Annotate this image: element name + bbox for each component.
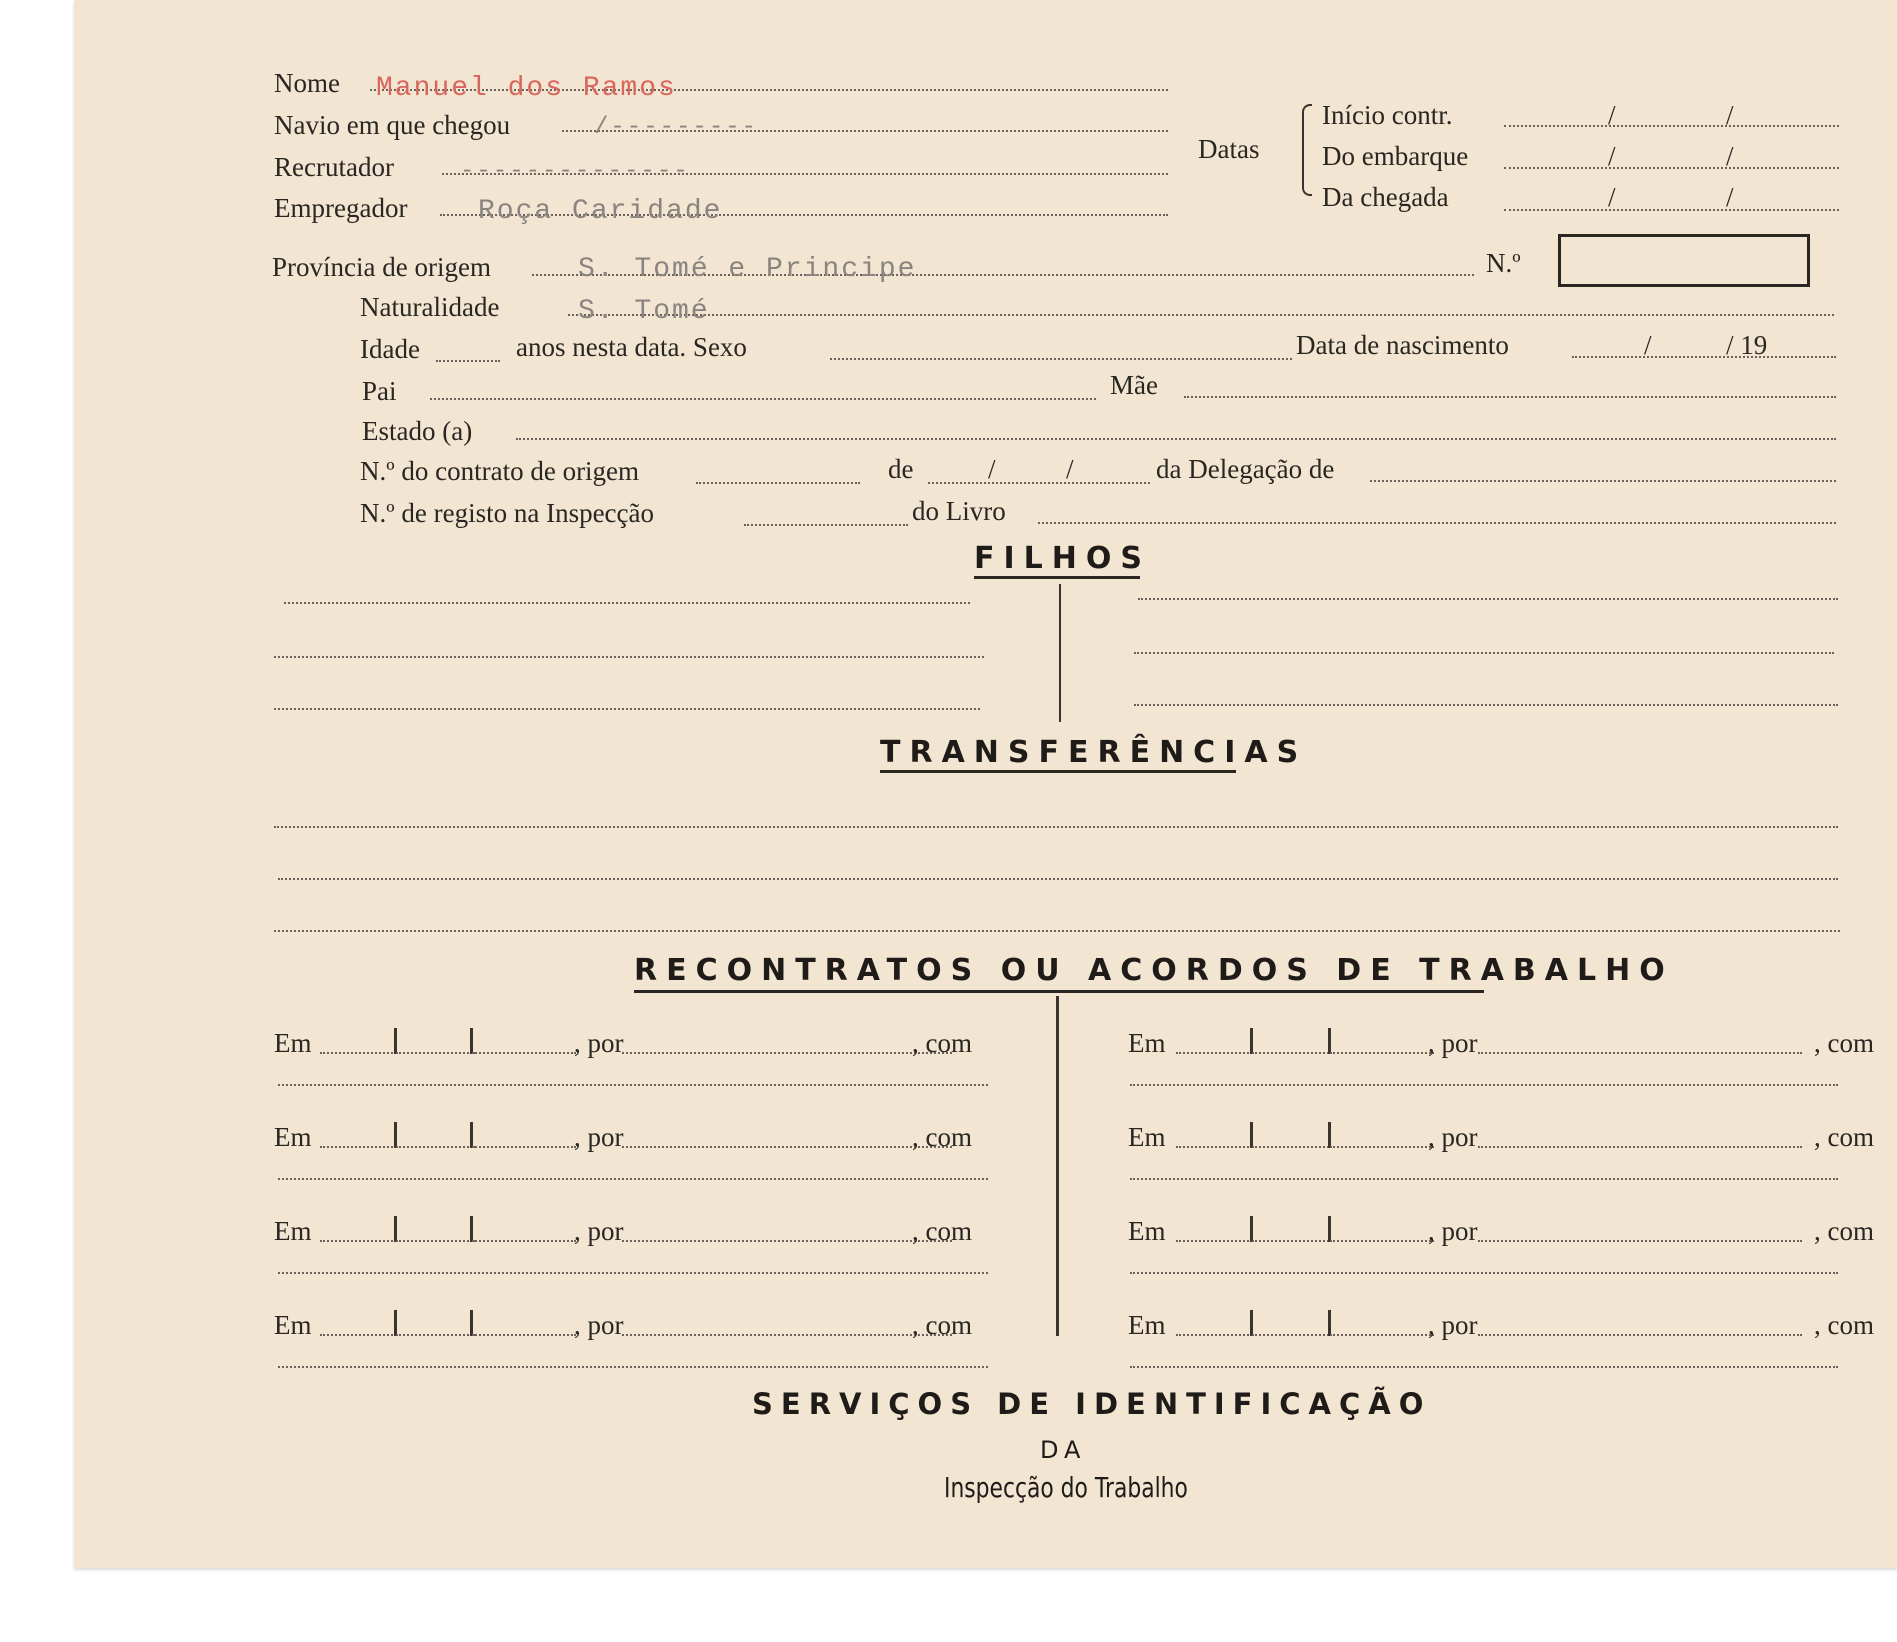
provincia-value: S. Tomé e Principe bbox=[578, 254, 917, 285]
provincia-label: Província de origem bbox=[272, 252, 491, 282]
inicio-label: Início contr. bbox=[1322, 100, 1453, 130]
recontrato-date-line bbox=[396, 1240, 476, 1242]
transferencias-heading: TRANSFERÊNCIAS bbox=[880, 735, 1308, 770]
datas-brace bbox=[1302, 104, 1312, 196]
inicio-slash-2: / bbox=[1726, 100, 1734, 130]
mae-label: Mãe bbox=[1110, 370, 1158, 400]
idade-line bbox=[436, 360, 500, 362]
footer-da: DA bbox=[1040, 1436, 1087, 1464]
recontrato-date-bar bbox=[1328, 1310, 1331, 1336]
filhos-line-left-2 bbox=[274, 656, 984, 658]
recontratos-underline bbox=[634, 990, 1484, 993]
idade-label: Idade bbox=[360, 334, 420, 364]
embarque-label: Do embarque bbox=[1322, 141, 1469, 171]
nascimento-slash: / bbox=[1644, 330, 1652, 360]
recontrato-continuation-line bbox=[278, 1272, 988, 1274]
recontrato-date-bar bbox=[394, 1310, 397, 1336]
recontrato-com-label: , com bbox=[1814, 1216, 1874, 1246]
recontrato-por-label: , por bbox=[1428, 1216, 1478, 1246]
filhos-line-right-2 bbox=[1134, 652, 1834, 654]
recontrato-date-line bbox=[1176, 1240, 1252, 1242]
nome-value: Manuel dos Ramos bbox=[376, 73, 677, 104]
nascimento-year: / 19 bbox=[1726, 330, 1768, 360]
recontrato-date-line bbox=[1176, 1334, 1252, 1336]
recontrato-continuation-line bbox=[278, 1084, 988, 1086]
contrato-slash-2: / bbox=[1066, 454, 1074, 484]
embarque-slash-1: / bbox=[1608, 141, 1616, 171]
registo-label: N.º de registo na Inspecção bbox=[360, 498, 655, 528]
nascimento-line bbox=[1572, 356, 1836, 358]
recontrato-date-line bbox=[1252, 1146, 1332, 1148]
transferencias-line-2 bbox=[278, 878, 1838, 880]
recontrato-continuation-line bbox=[1130, 1084, 1838, 1086]
recontrato-com-label: , com bbox=[1814, 1028, 1874, 1058]
recontrato-date-line bbox=[320, 1146, 396, 1148]
registration-card bbox=[74, 0, 1897, 1568]
recontrato-date-line bbox=[1252, 1240, 1332, 1242]
recontrato-por-line bbox=[622, 1146, 952, 1148]
recontrato-date-line bbox=[1330, 1240, 1434, 1242]
recontrato-date-line bbox=[320, 1052, 396, 1054]
chegada-label: Da chegada bbox=[1322, 182, 1449, 212]
recontrato-date-bar bbox=[1328, 1216, 1331, 1242]
recrutador-label: Recrutador bbox=[274, 152, 394, 182]
recontrato-date-bar bbox=[1250, 1028, 1253, 1054]
recontrato-por-label: , por bbox=[574, 1310, 624, 1340]
recontrato-date-bar bbox=[1250, 1310, 1253, 1336]
recontrato-continuation-line bbox=[1130, 1366, 1838, 1368]
recontrato-date-line bbox=[1330, 1146, 1434, 1148]
delegacao-label: da Delegação de bbox=[1156, 454, 1335, 484]
inicio-line bbox=[1504, 125, 1839, 127]
recontrato-date-bar bbox=[1328, 1028, 1331, 1054]
recontrato-date-line bbox=[1252, 1334, 1332, 1336]
recontrato-em-label: Em bbox=[274, 1216, 312, 1246]
recontrato-date-line bbox=[1252, 1052, 1332, 1054]
recontrato-continuation-line bbox=[278, 1178, 988, 1180]
mae-line bbox=[1184, 396, 1836, 398]
nascimento-label: Data de nascimento bbox=[1296, 330, 1509, 360]
recontrato-date-line bbox=[1176, 1146, 1252, 1148]
nome-label: Nome bbox=[274, 68, 340, 98]
recontrato-date-line bbox=[472, 1240, 576, 1242]
recontrato-por-label: , por bbox=[1428, 1310, 1478, 1340]
recontrato-por-line bbox=[1478, 1334, 1802, 1336]
empregador-label: Empregador bbox=[274, 193, 408, 223]
contrato-line bbox=[696, 482, 860, 484]
delegacao-line bbox=[1370, 480, 1836, 482]
estado-line bbox=[516, 438, 1836, 440]
recontrato-continuation-line bbox=[1130, 1178, 1838, 1180]
chegada-line bbox=[1504, 209, 1839, 211]
recontratos-divider bbox=[1056, 996, 1059, 1336]
naturalidade-value: S. Tomé bbox=[578, 296, 710, 327]
recontrato-por-line bbox=[1478, 1052, 1802, 1054]
recontrato-em-label: Em bbox=[274, 1122, 312, 1152]
filhos-underline bbox=[974, 576, 1140, 579]
pai-line bbox=[430, 398, 1096, 400]
recontrato-date-bar bbox=[1250, 1216, 1253, 1242]
recontrato-com-label: , com bbox=[912, 1028, 972, 1058]
numero-label: N.º bbox=[1486, 248, 1521, 278]
recontrato-por-label: , por bbox=[574, 1028, 624, 1058]
empregador-value: Roça Caridade bbox=[478, 196, 723, 227]
recontrato-em-label: Em bbox=[274, 1310, 312, 1340]
recontrato-com-label: , com bbox=[912, 1310, 972, 1340]
navio-value: /--------- bbox=[594, 114, 759, 141]
filhos-line-right-3 bbox=[1134, 704, 1838, 706]
contrato-slash-1: / bbox=[988, 454, 996, 484]
recontrato-date-line bbox=[320, 1334, 396, 1336]
numero-box bbox=[1558, 234, 1810, 287]
contrato-date-line bbox=[928, 482, 1150, 484]
recontrato-por-line bbox=[622, 1052, 952, 1054]
recontrato-date-bar bbox=[1250, 1122, 1253, 1148]
transferencias-line-1 bbox=[274, 826, 1838, 828]
recontrato-por-label: , por bbox=[1428, 1122, 1478, 1152]
naturalidade-label: Naturalidade bbox=[360, 292, 500, 322]
recontrato-por-line bbox=[622, 1334, 952, 1336]
recontrato-date-line bbox=[472, 1334, 576, 1336]
recontrato-date-line bbox=[396, 1052, 476, 1054]
naturalidade-line bbox=[568, 314, 1834, 316]
recontrato-por-label: , por bbox=[574, 1122, 624, 1152]
livro-line bbox=[1038, 522, 1836, 524]
filhos-heading: FILHOS bbox=[974, 541, 1151, 576]
numero-box-bottom bbox=[1558, 284, 1810, 287]
sexo-line bbox=[830, 358, 1292, 360]
recontrato-continuation-line bbox=[1130, 1272, 1838, 1274]
recontrato-date-line bbox=[320, 1240, 396, 1242]
recontrato-em-label: Em bbox=[1128, 1028, 1166, 1058]
chegada-slash-1: / bbox=[1608, 182, 1616, 212]
recontrato-com-label: , com bbox=[912, 1216, 972, 1246]
filhos-divider bbox=[1059, 584, 1061, 722]
chegada-slash-2: / bbox=[1726, 182, 1734, 212]
recontrato-continuation-line bbox=[278, 1366, 988, 1368]
recrutador-value: -------------- bbox=[460, 158, 690, 185]
recontrato-date-line bbox=[472, 1146, 576, 1148]
anos-sexo-label: anos nesta data. Sexo bbox=[516, 332, 747, 362]
inicio-slash-1: / bbox=[1608, 100, 1616, 130]
recontrato-date-bar bbox=[470, 1028, 473, 1054]
pai-label: Pai bbox=[362, 376, 397, 406]
recontrato-date-line bbox=[1330, 1334, 1434, 1336]
recontrato-em-label: Em bbox=[1128, 1216, 1166, 1246]
recontrato-date-line bbox=[472, 1052, 576, 1054]
transferencias-line-3 bbox=[274, 930, 1840, 932]
recontrato-date-line bbox=[396, 1334, 476, 1336]
registo-line bbox=[744, 524, 908, 526]
filhos-line-left-3 bbox=[274, 708, 980, 710]
recontrato-date-bar bbox=[470, 1216, 473, 1242]
recontrato-date-line bbox=[1330, 1052, 1434, 1054]
footer-inspeccao: Inspecção do Trabalho bbox=[944, 1471, 1188, 1504]
recontrato-com-label: , com bbox=[1814, 1310, 1874, 1340]
recontrato-date-bar bbox=[394, 1216, 397, 1242]
transferencias-underline bbox=[880, 770, 1236, 773]
recontrato-por-label: , por bbox=[574, 1216, 624, 1246]
navio-label: Navio em que chegou bbox=[274, 110, 511, 140]
recontrato-date-line bbox=[396, 1146, 476, 1148]
estado-label: Estado (a) bbox=[362, 416, 473, 446]
embarque-slash-2: / bbox=[1726, 141, 1734, 171]
recontrato-date-bar bbox=[470, 1310, 473, 1336]
recontrato-em-label: Em bbox=[1128, 1122, 1166, 1152]
recontratos-heading: RECONTRATOS OU ACORDOS DE TRABALHO bbox=[634, 953, 1674, 988]
recontrato-com-label: , com bbox=[912, 1122, 972, 1152]
recontrato-por-line bbox=[1478, 1146, 1802, 1148]
recontrato-date-bar bbox=[394, 1028, 397, 1054]
footer-title: SERVIÇOS DE IDENTIFICAÇÃO bbox=[752, 1387, 1432, 1421]
recontrato-por-label: , por bbox=[1428, 1028, 1478, 1058]
livro-label: do Livro bbox=[912, 496, 1006, 526]
recontrato-date-bar bbox=[394, 1122, 397, 1148]
datas-label: Datas bbox=[1198, 134, 1260, 164]
recontrato-date-bar bbox=[1328, 1122, 1331, 1148]
recontrato-em-label: Em bbox=[1128, 1310, 1166, 1340]
contrato-de-label: de bbox=[888, 454, 914, 484]
recontrato-date-bar bbox=[470, 1122, 473, 1148]
recontrato-em-label: Em bbox=[274, 1028, 312, 1058]
recontrato-por-line bbox=[622, 1240, 952, 1242]
filhos-line-right-1 bbox=[1138, 598, 1838, 600]
embarque-line bbox=[1504, 167, 1839, 169]
filhos-line-left-1 bbox=[284, 602, 970, 604]
recontrato-por-line bbox=[1478, 1240, 1802, 1242]
recontrato-date-line bbox=[1176, 1052, 1252, 1054]
recontrato-com-label: , com bbox=[1814, 1122, 1874, 1152]
contrato-label: N.º do contrato de origem bbox=[360, 456, 640, 486]
